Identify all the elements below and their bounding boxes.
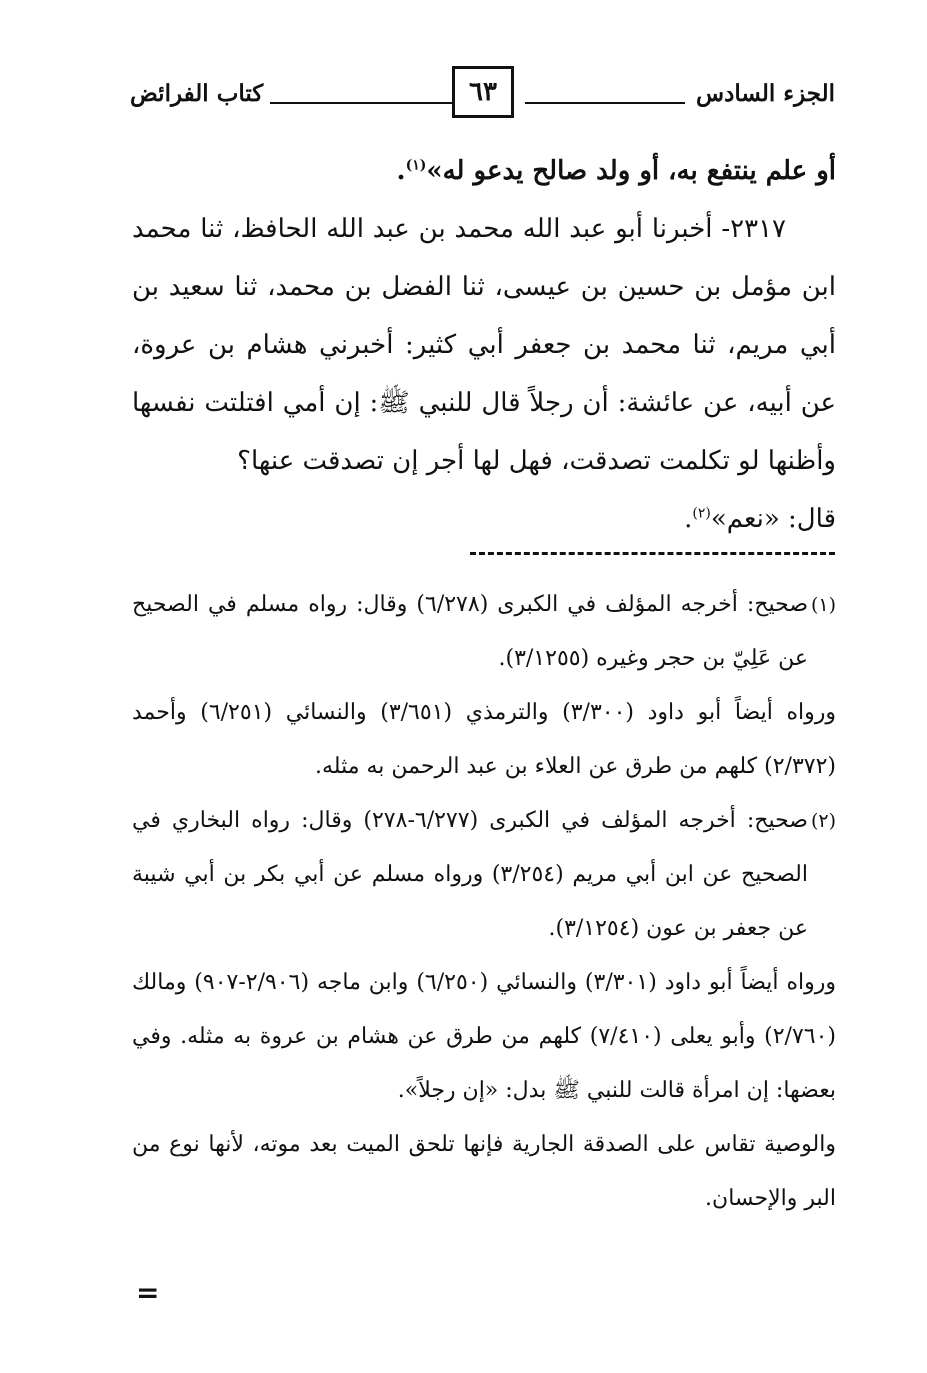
main-text bbox=[132, 142, 836, 548]
footnote-ref-2: (٢) bbox=[692, 505, 711, 522]
footnote-2 bbox=[132, 794, 836, 956]
footnote-number: (٢) bbox=[810, 810, 836, 832]
page-number: ٦٣ bbox=[452, 66, 514, 118]
continuation-line: أو علم ينتفع به، أو ولد صالح يدعو له»$^{(١)}$. bbox=[396, 156, 836, 186]
footnote-text: صحيح: أخرجه المؤلف في الكبرى (٦/٢٧٨) وقال: رواه مسلم في الصحيح عن عَلِيّ بن حجر وغيره (٣/١٢٥٥). bbox=[132, 592, 808, 671]
footnote-continuation: ورواه أيضاً أبو داود (٣/٣٠٠) والترمذي (٣/٦٥١) والنسائي (٦/٢٥١) وأحمد (٢/٣٧٢) كلهم من طرق عن العلاء بن عبد الرحمن به مثله. bbox=[132, 700, 837, 779]
footnotes bbox=[132, 578, 836, 1226]
footnote-text: صحيح: أخرجه المؤلف في الكبرى (٦/٢٧٧-٢٧٨) وقال: رواه البخاري في الصحيح عن ابن أبي مريم (٣/٢٥٤) ورواه مسلم عن أبي بكر بن أبي شيبة عن جعفر بن عون (٣/١٢٥٤). bbox=[132, 808, 808, 941]
footnote-1 bbox=[132, 578, 836, 686]
header-rule-left bbox=[270, 102, 453, 104]
hadith-entry: ٢٣١٧- أخبرنا أبو عبد الله محمد بن عبد الله الحافظ، ثنا محمد ابن مؤمل بن حسين بن عيسى، ثنا الفضل بن محمد، ثنا سعيد بن أبي مريم، ثنا محمد بن جعفر أبي كثير: أخبرني هشام بن عروة، عن أبيه، عن عائشة: أن رجلاً قال للنبي ﷺ: إن أمي افتلتت نفسها وأظنها لو تكلمت تصدقت، فهل لها أجر إن تصدقت عنها؟ bbox=[132, 214, 836, 476]
footnote-separator bbox=[470, 552, 835, 555]
continuation-mark: = bbox=[136, 1276, 160, 1309]
footnote-closing: والوصية تقاس على الصدقة الجارية فإنها تلحق الميت بعد موته، لأنها نوع من البر والإحسان. bbox=[132, 1132, 836, 1211]
page-header bbox=[130, 66, 835, 126]
footnote-number: (١) bbox=[810, 594, 836, 616]
volume-title: الجزء السادس bbox=[696, 80, 835, 107]
book-title: كتاب الفرائض bbox=[130, 80, 264, 107]
header-rule-right bbox=[525, 102, 685, 104]
hadith-answer: قال: «نعم»$^{(٢)}$. bbox=[684, 504, 836, 534]
footnote-ref-1: (١) bbox=[405, 157, 427, 174]
footnote-continuation: ورواه أيضاً أبو داود (٣/٣٠١) والنسائي (٦/٢٥٠) وابن ماجه (٢/٩٠٦-٩٠٧) ومالك (٢/٧٦٠) وأبو يعلى (٧/٤١٠) كلهم من طرق عن هشام بن عروة به مثله. وفي بعضها: إن امرأة قالت للنبي ﷺ بدل: «إن رجلاً». bbox=[132, 970, 836, 1103]
